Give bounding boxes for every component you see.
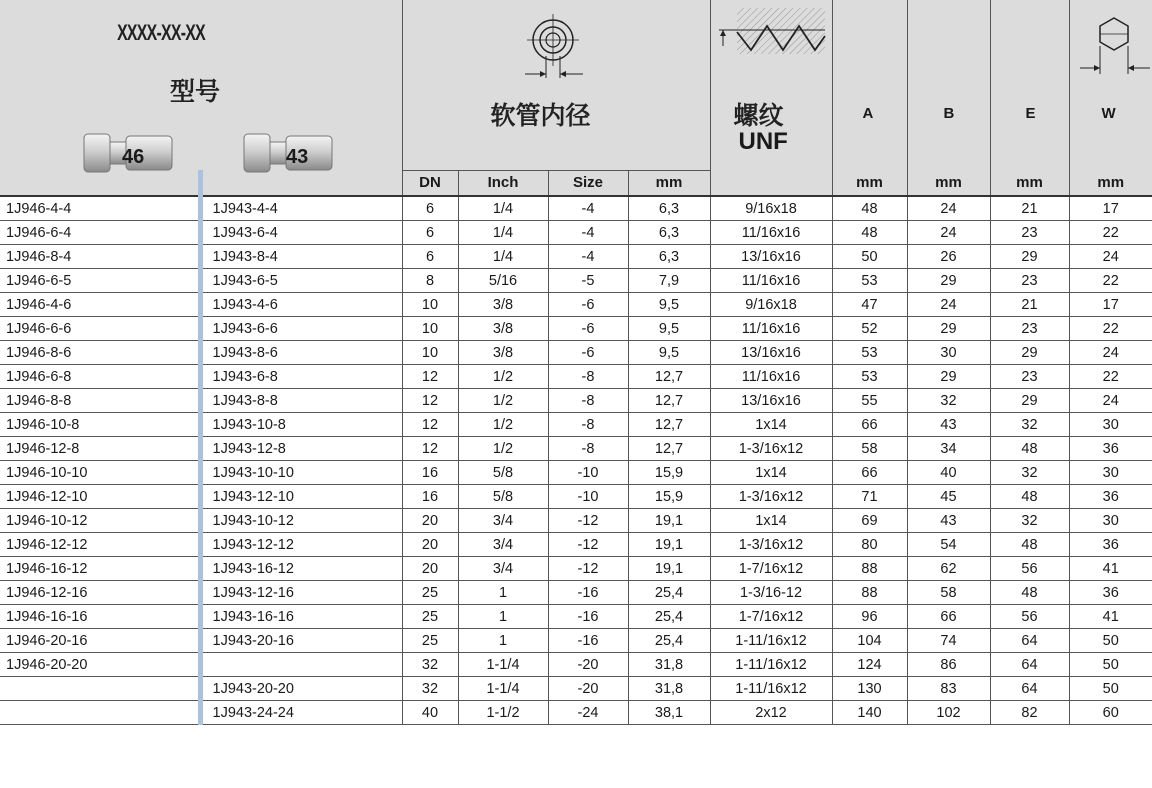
table-row bbox=[0, 485, 1152, 509]
e-cell: 56 bbox=[990, 605, 1069, 629]
e-cell: 48 bbox=[990, 437, 1069, 461]
b-cell: 30 bbox=[907, 341, 990, 365]
table-row bbox=[0, 677, 1152, 701]
b-cell: 24 bbox=[907, 293, 990, 317]
size-cell: -10 bbox=[548, 485, 628, 509]
mm-cell: 9,5 bbox=[628, 341, 710, 365]
dn-cell: 12 bbox=[402, 365, 458, 389]
thread-cell: 1-11/16x12 bbox=[710, 677, 832, 701]
inch-cell: 1 bbox=[458, 605, 548, 629]
size-cell: -10 bbox=[548, 461, 628, 485]
model-43-cell: 1J943-24-24 bbox=[200, 701, 402, 725]
model-43-cell: 1J943-10-8 bbox=[200, 413, 402, 437]
model-43-cell: 1J943-8-8 bbox=[200, 389, 402, 413]
model-46-cell: 1J946-12-12 bbox=[0, 533, 200, 557]
b-cell: 58 bbox=[907, 581, 990, 605]
w-cell: 60 bbox=[1069, 701, 1152, 725]
mm-cell: 6,3 bbox=[628, 196, 710, 221]
dn-cell: 20 bbox=[402, 533, 458, 557]
e-cell: 23 bbox=[990, 365, 1069, 389]
size-cell: -20 bbox=[548, 677, 628, 701]
mm-cell: 15,9 bbox=[628, 461, 710, 485]
thread-cell: 11/16x16 bbox=[710, 317, 832, 341]
a-cell: 58 bbox=[832, 437, 907, 461]
inch-cell: 3/4 bbox=[458, 509, 548, 533]
size-cell: -12 bbox=[548, 509, 628, 533]
inch-cell: 1/4 bbox=[458, 245, 548, 269]
sub-header-size: Size bbox=[548, 170, 628, 196]
a-cell: 48 bbox=[832, 221, 907, 245]
sub-header-dn: DN bbox=[402, 170, 458, 196]
inch-cell: 3/8 bbox=[458, 293, 548, 317]
e-cell: 64 bbox=[990, 677, 1069, 701]
mm-cell: 31,8 bbox=[628, 677, 710, 701]
a-cell: 66 bbox=[832, 461, 907, 485]
w-cell: 30 bbox=[1069, 509, 1152, 533]
model-46-cell: 1J946-6-6 bbox=[0, 317, 200, 341]
b-cell: 29 bbox=[907, 365, 990, 389]
a-cell: 48 bbox=[832, 196, 907, 221]
a-cell: 55 bbox=[832, 389, 907, 413]
dn-cell: 10 bbox=[402, 341, 458, 365]
dn-cell: 25 bbox=[402, 605, 458, 629]
w-cell: 17 bbox=[1069, 196, 1152, 221]
size-cell: -5 bbox=[548, 269, 628, 293]
size-cell: -4 bbox=[548, 196, 628, 221]
table-row bbox=[0, 557, 1152, 581]
inch-cell: 1/4 bbox=[458, 221, 548, 245]
w-cell: 22 bbox=[1069, 221, 1152, 245]
mm-cell: 31,8 bbox=[628, 653, 710, 677]
b-cell: 62 bbox=[907, 557, 990, 581]
model-46-cell: 1J946-8-4 bbox=[0, 245, 200, 269]
b-cell: 29 bbox=[907, 317, 990, 341]
dn-cell: 16 bbox=[402, 485, 458, 509]
w-cell: 41 bbox=[1069, 605, 1152, 629]
a-cell: 104 bbox=[832, 629, 907, 653]
mm-cell: 9,5 bbox=[628, 293, 710, 317]
a-cell: 47 bbox=[832, 293, 907, 317]
size-cell: -8 bbox=[548, 389, 628, 413]
a-cell: 88 bbox=[832, 581, 907, 605]
table-row bbox=[0, 245, 1152, 269]
w-cell: 36 bbox=[1069, 485, 1152, 509]
w-cell: 22 bbox=[1069, 365, 1152, 389]
model-46-cell: 1J946-12-8 bbox=[0, 437, 200, 461]
e-cell: 29 bbox=[990, 341, 1069, 365]
size-cell: -12 bbox=[548, 557, 628, 581]
inch-cell: 1-1/4 bbox=[458, 653, 548, 677]
model-46-cell: 1J946-10-8 bbox=[0, 413, 200, 437]
sub-header-mm: mm bbox=[628, 170, 710, 196]
thread-type: UNF bbox=[738, 128, 788, 155]
a-cell: 88 bbox=[832, 557, 907, 581]
e-cell: 32 bbox=[990, 461, 1069, 485]
e-cell: 56 bbox=[990, 557, 1069, 581]
table-row bbox=[0, 269, 1152, 293]
mm-cell: 12,7 bbox=[628, 437, 710, 461]
size-cell: -6 bbox=[548, 293, 628, 317]
model-43-cell: 1J943-12-10 bbox=[200, 485, 402, 509]
thread-cell: 1-3/16-12 bbox=[710, 581, 832, 605]
e-cell: 64 bbox=[990, 629, 1069, 653]
model-46-cell: 1J946-8-6 bbox=[0, 341, 200, 365]
size-cell: -8 bbox=[548, 437, 628, 461]
mm-cell: 25,4 bbox=[628, 605, 710, 629]
table-row bbox=[0, 317, 1152, 341]
thread-cell: 11/16x16 bbox=[710, 221, 832, 245]
a-cell: 69 bbox=[832, 509, 907, 533]
a-cell: 53 bbox=[832, 365, 907, 389]
dn-cell: 40 bbox=[402, 701, 458, 725]
size-cell: -8 bbox=[548, 365, 628, 389]
model-46-cell bbox=[0, 677, 200, 701]
b-cell: 32 bbox=[907, 389, 990, 413]
a-cell: 66 bbox=[832, 413, 907, 437]
model-43-cell: 1J943-6-6 bbox=[200, 317, 402, 341]
a-cell: 71 bbox=[832, 485, 907, 509]
thread-cell: 1-7/16x12 bbox=[710, 557, 832, 581]
model-46-cell: 1J946-4-4 bbox=[0, 196, 200, 221]
table-row bbox=[0, 509, 1152, 533]
b-cell: 54 bbox=[907, 533, 990, 557]
model-43-cell: 1J943-6-5 bbox=[200, 269, 402, 293]
inch-cell: 3/4 bbox=[458, 557, 548, 581]
mm-cell: 38,1 bbox=[628, 701, 710, 725]
b-cell: 26 bbox=[907, 245, 990, 269]
model-43-cell: 1J943-8-6 bbox=[200, 341, 402, 365]
thread-cell: 1x14 bbox=[710, 509, 832, 533]
size-cell: -16 bbox=[548, 629, 628, 653]
model-46-cell: 1J946-20-20 bbox=[0, 653, 200, 677]
mm-cell: 7,9 bbox=[628, 269, 710, 293]
mm-cell: 6,3 bbox=[628, 245, 710, 269]
hose-bore-icon bbox=[513, 6, 593, 81]
model-46-cell: 1J946-6-4 bbox=[0, 221, 200, 245]
table-row bbox=[0, 196, 1152, 221]
col-W-header: W bbox=[1069, 0, 1152, 170]
fitting-46-label: 46 bbox=[122, 146, 145, 168]
inch-cell: 5/8 bbox=[458, 485, 548, 509]
table-row bbox=[0, 341, 1152, 365]
unit-A: mm bbox=[832, 170, 907, 196]
model-43-cell: 1J943-12-12 bbox=[200, 533, 402, 557]
inch-cell: 1 bbox=[458, 581, 548, 605]
model-43-cell: 1J943-10-12 bbox=[200, 509, 402, 533]
inch-cell: 1 bbox=[458, 629, 548, 653]
mm-cell: 12,7 bbox=[628, 365, 710, 389]
model-43-cell: 1J943-20-16 bbox=[200, 629, 402, 653]
mm-cell: 25,4 bbox=[628, 629, 710, 653]
thread-cell: 1-3/16x12 bbox=[710, 437, 832, 461]
dn-cell: 10 bbox=[402, 317, 458, 341]
b-cell: 86 bbox=[907, 653, 990, 677]
e-cell: 29 bbox=[990, 245, 1069, 269]
b-cell: 40 bbox=[907, 461, 990, 485]
inch-cell: 3/8 bbox=[458, 341, 548, 365]
inch-cell: 1/2 bbox=[458, 413, 548, 437]
table-row bbox=[0, 581, 1152, 605]
inch-cell: 1-1/4 bbox=[458, 677, 548, 701]
mm-cell: 19,1 bbox=[628, 533, 710, 557]
model-divider bbox=[198, 170, 203, 196]
table-row bbox=[0, 653, 1152, 677]
b-cell: 24 bbox=[907, 221, 990, 245]
mm-cell: 12,7 bbox=[628, 389, 710, 413]
b-cell: 74 bbox=[907, 629, 990, 653]
table-row bbox=[0, 461, 1152, 485]
dn-cell: 20 bbox=[402, 509, 458, 533]
e-cell: 29 bbox=[990, 389, 1069, 413]
w-cell: 22 bbox=[1069, 269, 1152, 293]
b-cell: 29 bbox=[907, 269, 990, 293]
b-cell: 83 bbox=[907, 677, 990, 701]
e-cell: 21 bbox=[990, 293, 1069, 317]
model-43-cell: 1J943-6-4 bbox=[200, 221, 402, 245]
inch-cell: 3/4 bbox=[458, 533, 548, 557]
unit-B: mm bbox=[907, 170, 990, 196]
w-cell: 36 bbox=[1069, 437, 1152, 461]
model-43-cell: 1J943-12-8 bbox=[200, 437, 402, 461]
hex-wrench-size-icon bbox=[1080, 8, 1150, 78]
inch-cell: 5/8 bbox=[458, 461, 548, 485]
size-cell: -16 bbox=[548, 581, 628, 605]
inch-cell: 1/4 bbox=[458, 196, 548, 221]
b-cell: 102 bbox=[907, 701, 990, 725]
size-cell: -20 bbox=[548, 653, 628, 677]
size-cell: -24 bbox=[548, 701, 628, 725]
thread-cell: 1-11/16x12 bbox=[710, 629, 832, 653]
e-cell: 23 bbox=[990, 221, 1069, 245]
inch-cell: 1/2 bbox=[458, 365, 548, 389]
size-cell: -16 bbox=[548, 605, 628, 629]
model-43-cell: 1J943-10-10 bbox=[200, 461, 402, 485]
sub-header-thread-blank bbox=[710, 170, 832, 196]
dn-cell: 20 bbox=[402, 557, 458, 581]
table-row bbox=[0, 629, 1152, 653]
inch-cell: 1/2 bbox=[458, 437, 548, 461]
b-cell: 43 bbox=[907, 509, 990, 533]
w-cell: 50 bbox=[1069, 653, 1152, 677]
model-46-cell: 1J946-12-16 bbox=[0, 581, 200, 605]
a-cell: 53 bbox=[832, 341, 907, 365]
w-cell: 50 bbox=[1069, 629, 1152, 653]
model-43-cell: 1J943-4-6 bbox=[200, 293, 402, 317]
mm-cell: 19,1 bbox=[628, 557, 710, 581]
mm-cell: 19,1 bbox=[628, 509, 710, 533]
hose-id-header bbox=[402, 0, 710, 170]
table-row bbox=[0, 413, 1152, 437]
thread-cell: 1-11/16x12 bbox=[710, 653, 832, 677]
model-46-cell: 1J946-16-16 bbox=[0, 605, 200, 629]
b-cell: 43 bbox=[907, 413, 990, 437]
dn-cell: 25 bbox=[402, 581, 458, 605]
table-row bbox=[0, 437, 1152, 461]
b-cell: 34 bbox=[907, 437, 990, 461]
b-cell: 45 bbox=[907, 485, 990, 509]
inch-cell: 3/8 bbox=[458, 317, 548, 341]
mm-cell: 6,3 bbox=[628, 221, 710, 245]
model-46-cell: 1J946-10-12 bbox=[0, 509, 200, 533]
mm-cell: 15,9 bbox=[628, 485, 710, 509]
inch-cell: 1-1/2 bbox=[458, 701, 548, 725]
w-cell: 36 bbox=[1069, 581, 1152, 605]
e-cell: 64 bbox=[990, 653, 1069, 677]
spec-table-body bbox=[0, 196, 1152, 725]
model-46-cell: 1J946-6-8 bbox=[0, 365, 200, 389]
a-cell: 80 bbox=[832, 533, 907, 557]
dn-cell: 6 bbox=[402, 245, 458, 269]
size-cell: -4 bbox=[548, 245, 628, 269]
dn-cell: 12 bbox=[402, 389, 458, 413]
model-43-cell bbox=[200, 653, 402, 677]
model-label: 型号 bbox=[170, 78, 221, 106]
size-cell: -4 bbox=[548, 221, 628, 245]
sub-header-inch: Inch bbox=[458, 170, 548, 196]
dn-cell: 8 bbox=[402, 269, 458, 293]
model-43-cell: 1J943-12-16 bbox=[200, 581, 402, 605]
thread-cell: 11/16x16 bbox=[710, 365, 832, 389]
thread-cell: 13/16x16 bbox=[710, 389, 832, 413]
dn-cell: 25 bbox=[402, 629, 458, 653]
model-43-cell: 1J943-16-12 bbox=[200, 557, 402, 581]
mm-cell: 25,4 bbox=[628, 581, 710, 605]
table-row bbox=[0, 701, 1152, 725]
model-46-cell: 1J946-6-5 bbox=[0, 269, 200, 293]
model-43-cell: 1J943-4-4 bbox=[200, 196, 402, 221]
table-row bbox=[0, 221, 1152, 245]
model-46-cell: 1J946-4-6 bbox=[0, 293, 200, 317]
a-cell: 96 bbox=[832, 605, 907, 629]
table-row bbox=[0, 365, 1152, 389]
thread-header bbox=[710, 0, 832, 170]
model-code-pattern: XXXX-XX-XX bbox=[117, 20, 205, 45]
model-43-cell: 1J943-20-20 bbox=[200, 677, 402, 701]
model-46-cell: 1J946-16-12 bbox=[0, 557, 200, 581]
thread-cell: 13/16x16 bbox=[710, 341, 832, 365]
thread-cell: 11/16x16 bbox=[710, 269, 832, 293]
b-cell: 66 bbox=[907, 605, 990, 629]
col-E-header: E bbox=[990, 0, 1069, 170]
a-cell: 140 bbox=[832, 701, 907, 725]
col-B-header: B bbox=[907, 0, 990, 170]
w-cell: 50 bbox=[1069, 677, 1152, 701]
a-cell: 53 bbox=[832, 269, 907, 293]
thread-cell: 9/16x18 bbox=[710, 293, 832, 317]
dn-cell: 12 bbox=[402, 413, 458, 437]
unit-W: mm bbox=[1069, 170, 1152, 196]
model-43-cell: 1J943-6-8 bbox=[200, 365, 402, 389]
model-46-cell: 1J946-8-8 bbox=[0, 389, 200, 413]
dn-cell: 16 bbox=[402, 461, 458, 485]
e-cell: 48 bbox=[990, 533, 1069, 557]
e-cell: 32 bbox=[990, 509, 1069, 533]
thread-cell: 9/16x18 bbox=[710, 196, 832, 221]
dn-cell: 32 bbox=[402, 653, 458, 677]
thread-cell: 1x14 bbox=[710, 413, 832, 437]
model-46-cell: 1J946-12-10 bbox=[0, 485, 200, 509]
a-cell: 50 bbox=[832, 245, 907, 269]
dn-cell: 10 bbox=[402, 293, 458, 317]
thread-cell: 1-3/16x12 bbox=[710, 533, 832, 557]
dn-cell: 12 bbox=[402, 437, 458, 461]
w-cell: 30 bbox=[1069, 413, 1152, 437]
table-row bbox=[0, 605, 1152, 629]
b-cell: 24 bbox=[907, 196, 990, 221]
thread-cell: 1-3/16x12 bbox=[710, 485, 832, 509]
e-cell: 21 bbox=[990, 196, 1069, 221]
hose-id-label: 软管内径 bbox=[490, 102, 591, 130]
table-row bbox=[0, 389, 1152, 413]
unit-E: mm bbox=[990, 170, 1069, 196]
inch-cell: 5/16 bbox=[458, 269, 548, 293]
thread-label: 螺纹 bbox=[733, 102, 784, 130]
mm-cell: 12,7 bbox=[628, 413, 710, 437]
e-cell: 23 bbox=[990, 269, 1069, 293]
model-header bbox=[0, 0, 402, 196]
model-46-cell: 1J946-10-10 bbox=[0, 461, 200, 485]
a-cell: 52 bbox=[832, 317, 907, 341]
e-cell: 48 bbox=[990, 581, 1069, 605]
w-cell: 36 bbox=[1069, 533, 1152, 557]
e-cell: 23 bbox=[990, 317, 1069, 341]
thread-cell: 13/16x16 bbox=[710, 245, 832, 269]
model-43-cell: 1J943-16-16 bbox=[200, 605, 402, 629]
a-cell: 130 bbox=[832, 677, 907, 701]
w-cell: 24 bbox=[1069, 341, 1152, 365]
size-cell: -8 bbox=[548, 413, 628, 437]
e-cell: 32 bbox=[990, 413, 1069, 437]
w-cell: 41 bbox=[1069, 557, 1152, 581]
w-cell: 17 bbox=[1069, 293, 1152, 317]
w-cell: 24 bbox=[1069, 389, 1152, 413]
dn-cell: 6 bbox=[402, 196, 458, 221]
e-cell: 82 bbox=[990, 701, 1069, 725]
thread-cell: 2x12 bbox=[710, 701, 832, 725]
thread-cell: 1x14 bbox=[710, 461, 832, 485]
model-46-cell bbox=[0, 701, 200, 725]
w-cell: 22 bbox=[1069, 317, 1152, 341]
thread-icon bbox=[717, 6, 827, 66]
mm-cell: 9,5 bbox=[628, 317, 710, 341]
e-cell: 48 bbox=[990, 485, 1069, 509]
table-row bbox=[0, 533, 1152, 557]
dn-cell: 32 bbox=[402, 677, 458, 701]
inch-cell: 1/2 bbox=[458, 389, 548, 413]
w-cell: 24 bbox=[1069, 245, 1152, 269]
fitting-43-label: 43 bbox=[286, 146, 309, 168]
w-cell: 30 bbox=[1069, 461, 1152, 485]
a-cell: 124 bbox=[832, 653, 907, 677]
model-46-cell: 1J946-20-16 bbox=[0, 629, 200, 653]
size-cell: -6 bbox=[548, 317, 628, 341]
col-A-header: A bbox=[832, 0, 907, 170]
table-row bbox=[0, 293, 1152, 317]
model-43-cell: 1J943-8-4 bbox=[200, 245, 402, 269]
size-cell: -6 bbox=[548, 341, 628, 365]
dn-cell: 6 bbox=[402, 221, 458, 245]
thread-cell: 1-7/16x12 bbox=[710, 605, 832, 629]
size-cell: -12 bbox=[548, 533, 628, 557]
